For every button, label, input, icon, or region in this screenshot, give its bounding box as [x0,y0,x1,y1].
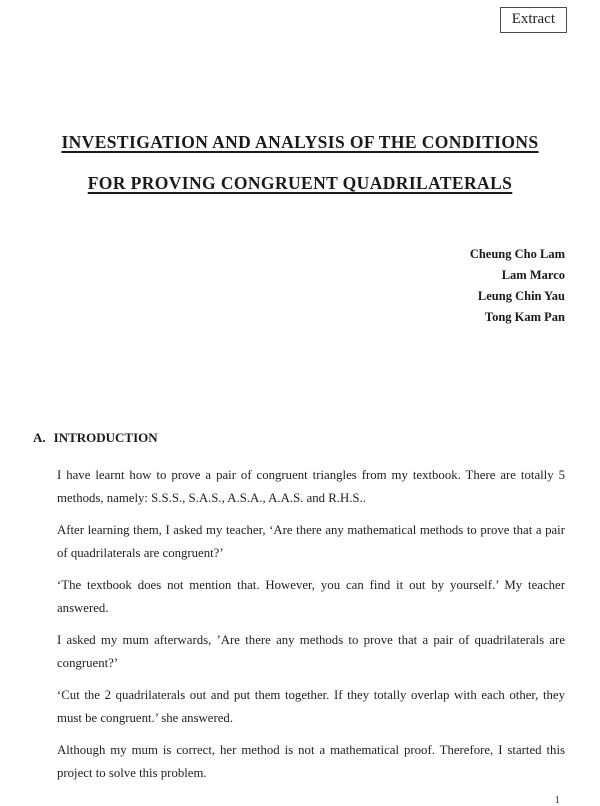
paragraph: I asked my mum afterwards, ’Are there any methods to prove that a pair of quadrilaterals are congruent?’ [57,633,565,670]
paragraph: After learning them, I asked my teacher, ‘Are there any mathematical methods to prove that a pair of quadrilaterals are congruent?’ [57,523,565,560]
paper-title-line-1: INVESTIGATION AND ANALYSIS OF THE CONDITIONS [61,132,539,152]
page-number: 1 [554,794,560,806]
author-name: Lam Marco [501,268,565,282]
author-name: Cheung Cho Lam [469,247,565,261]
section-heading-introduction [33,430,158,446]
paper-title-line-2: FOR PROVING CONGRUENT QUADRILATERALS [87,173,513,193]
section-label: A. [33,430,46,445]
author-name: Tong Kam Pan [484,310,565,324]
section-title: INTRODUCTION [53,430,158,445]
paragraph: ‘The textbook does not mention that. However, you can find it out by yourself.’ My teacher answered. [57,578,565,615]
introduction-body [57,464,565,794]
authors-list [470,244,565,328]
paragraph: Although my mum is correct, her method is not a mathematical proof. Therefore, I started this project to solve this problem. [57,743,565,780]
author-name: Leung Chin Yau [477,289,565,303]
paper-title [0,122,600,204]
paragraph: I have learnt how to prove a pair of congruent triangles from my textbook. There are totally 5 methods, namely: S.S.S., S.A.S., A.S.A., A.A.S. and R.H.S.. [57,468,565,505]
extract-badge [500,7,567,33]
paragraph: ‘Cut the 2 quadrilaterals out and put them together. If they totally overlap with each other, they must be congruent.’ she answered. [57,688,565,725]
extract-badge-label: Extract [511,11,555,27]
